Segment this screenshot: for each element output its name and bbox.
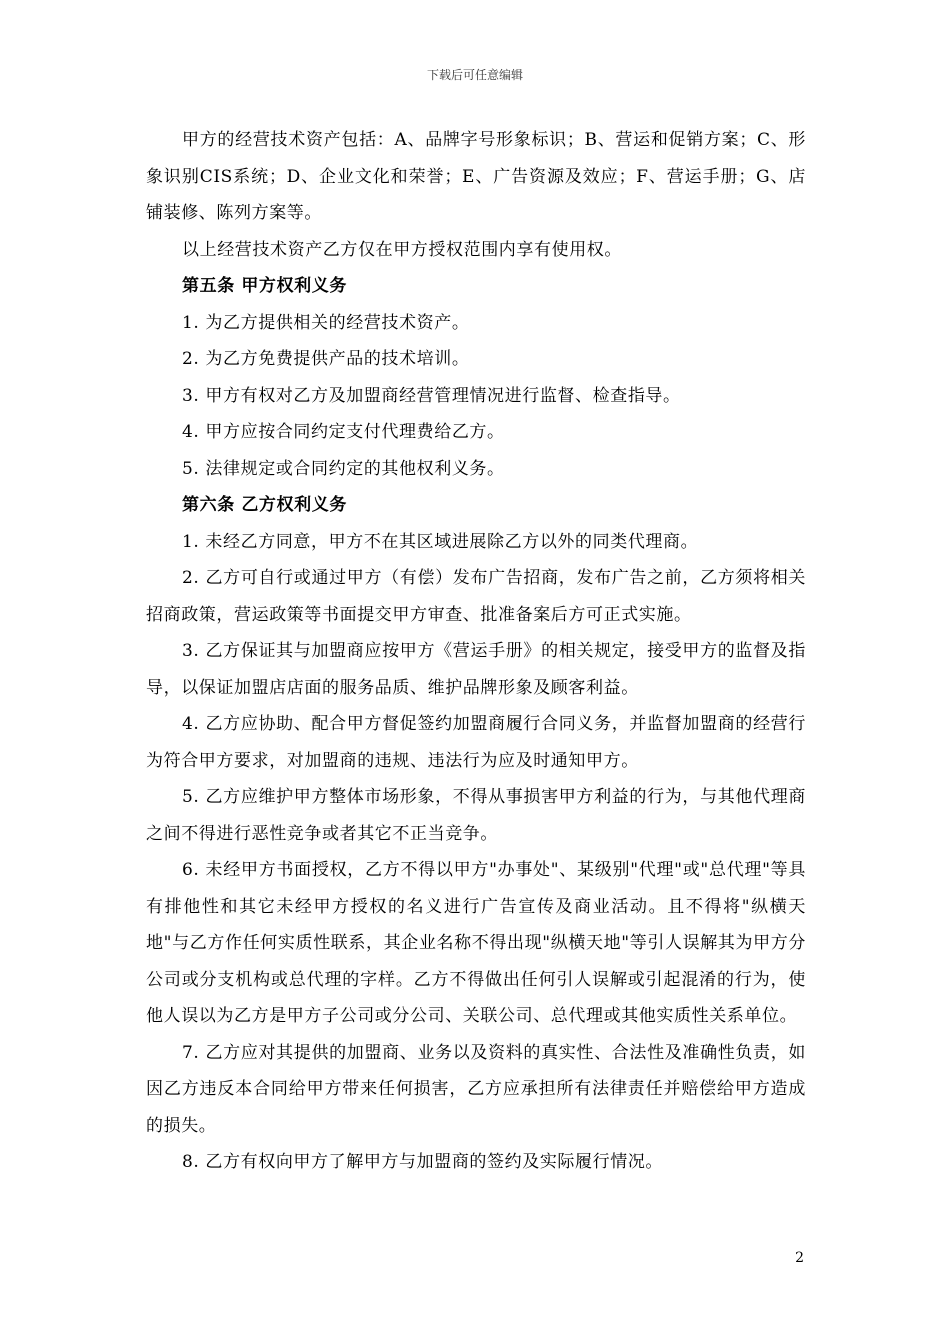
- list-item: 5. 乙方应维护甲方整体市场形象，不得从事损害甲方利益的行为，与其他代理商之间不得进行恶性竞争或者其它不正当竞争。: [146, 787, 806, 844]
- section-heading: 第五条 甲方权利义务: [182, 276, 347, 296]
- page-number: 2: [795, 1250, 804, 1266]
- list-item: 2. 为乙方免费提供产品的技术培训。: [182, 349, 470, 369]
- list-item: 2. 乙方可自行或通过甲方（有偿）发布广告招商，发布广告之前，乙方须将相关招商政策，营运政策等书面提交甲方审查、批准备案后方可正式实施。: [146, 568, 806, 625]
- section-heading: 第六条 乙方权利义务: [182, 495, 347, 515]
- list-item: 1. 未经乙方同意，甲方不在其区域进展除乙方以外的同类代理商。: [182, 531, 699, 552]
- list-item: 4. 乙方应协助、配合甲方督促签约加盟商履行合同义务，并监督加盟商的经营行为符合甲方要求，对加盟商的违规、违法行为应及时通知甲方。: [146, 714, 806, 771]
- list-item: 3. 乙方保证其与加盟商应按甲方《营运手册》的相关规定，接受甲方的监督及指导，以保证加盟店店面的服务品质、维护品牌形象及顾客利益。: [146, 641, 806, 698]
- list-item: 1. 为乙方提供相关的经营技术资产。: [182, 312, 470, 333]
- list-item: 4. 甲方应按合同约定支付代理费给乙方。: [182, 422, 505, 442]
- list-item: 8. 乙方有权向甲方了解甲方与加盟商的签约及实际履行情况。: [182, 1152, 664, 1172]
- paragraph: 甲方的经营技术资产包括：A、品牌字号形象标识；B、营运和促销方案；C、形象识别CIS系统；D、企业文化和荣誉；E、广告资源及效应；F、营运手册；G、店铺装修、陈列方案等。: [146, 130, 806, 223]
- list-item: 7. 乙方应对其提供的加盟商、业务以及资料的真实性、合法性及准确性负责，如因乙方违反本合同给甲方带来任何损害，乙方应承担所有法律责任并赔偿给甲方造成的损失。: [146, 1042, 806, 1136]
- list-item: 3. 甲方有权对乙方及加盟商经营管理情况进行监督、检查指导。: [182, 385, 681, 406]
- list-item: 6. 未经甲方书面授权，乙方不得以甲方"办事处"、某级别"代理"或"总代理"等具有排他性和其它未经甲方授权的名义进行广告宣传及商业活动。且不得将"纵横天地"与乙方作任何实质性联系，其企业名称不得出现"纵横天地"等引人误解其为甲方分公司或分支机构或总代理的字样。乙方不得做出任何引人误解或引起混淆的行为，使他人误以为乙方是甲方子公司或分公司、关联公司、总代理或其他实质性关系单位。: [146, 860, 806, 1026]
- paragraph: 以上经营技术资产乙方仅在甲方授权范围内享有使用权。: [182, 239, 622, 260]
- list-item: 5. 法律规定或合同约定的其他权利义务。: [182, 458, 505, 479]
- document-body: [146, 122, 806, 1181]
- page-header: 下载后可任意编辑: [426, 68, 523, 82]
